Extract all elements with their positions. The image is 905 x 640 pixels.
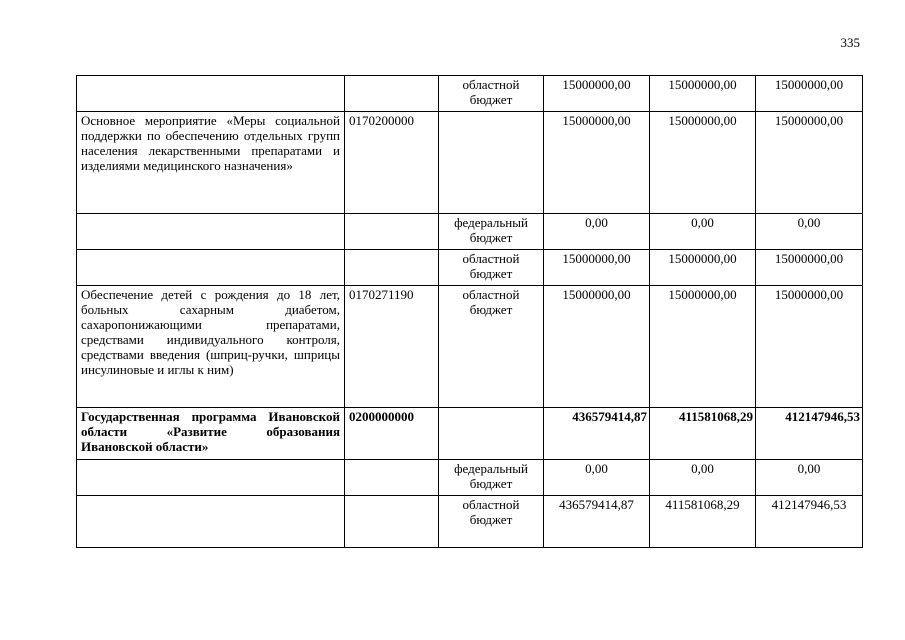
- target-code-cell: [345, 460, 439, 496]
- table-row: [77, 286, 863, 408]
- program-name-cell: [77, 496, 345, 548]
- budget-table: [76, 75, 863, 548]
- target-code-cell: [345, 76, 439, 112]
- year2-amount-cell: 0,00: [650, 214, 756, 250]
- year1-amount-cell: 15000000,00: [544, 112, 650, 214]
- year2-amount-cell: 411581068,29: [650, 496, 756, 548]
- target-code-cell: [345, 250, 439, 286]
- target-code-cell: [345, 214, 439, 250]
- year3-amount-cell: 412147946,53: [756, 496, 863, 548]
- target-code-cell: 0170271190: [345, 286, 439, 408]
- funding-source-cell: областной бюджет: [439, 496, 544, 548]
- table-row: [77, 214, 863, 250]
- year1-amount-cell: 0,00: [544, 214, 650, 250]
- table-row: [77, 76, 863, 112]
- year3-amount-cell: 15000000,00: [756, 112, 863, 214]
- program-name-cell: [77, 76, 345, 112]
- year2-amount-cell: 15000000,00: [650, 286, 756, 408]
- table-row: [77, 496, 863, 548]
- funding-source-cell: областной бюджет: [439, 286, 544, 408]
- target-code-cell: 0200000000: [345, 408, 439, 460]
- year1-amount-cell: 436579414,87: [544, 496, 650, 548]
- target-code-cell: [345, 496, 439, 548]
- year1-amount-cell: 15000000,00: [544, 286, 650, 408]
- year2-amount-cell: 0,00: [650, 460, 756, 496]
- funding-source-cell: федеральный бюджет: [439, 460, 544, 496]
- funding-source-cell: областной бюджет: [439, 250, 544, 286]
- year2-amount-cell: 15000000,00: [650, 250, 756, 286]
- year3-amount-cell: 15000000,00: [756, 76, 863, 112]
- year3-amount-cell: 0,00: [756, 460, 863, 496]
- program-name-cell: Государственная программа Ивановской области «Развитие образования Ивановской области»: [77, 408, 345, 460]
- year2-amount-cell: 411581068,29: [650, 408, 756, 460]
- table-row: [77, 250, 863, 286]
- year1-amount-cell: 15000000,00: [544, 76, 650, 112]
- program-name-cell: [77, 214, 345, 250]
- year3-amount-cell: 15000000,00: [756, 286, 863, 408]
- year3-amount-cell: 15000000,00: [756, 250, 863, 286]
- page-number: 335: [840, 35, 860, 50]
- funding-source-cell: [439, 408, 544, 460]
- funding-source-cell: [439, 112, 544, 214]
- program-name-cell: Обеспечение детей с рождения до 18 лет, больных сахарным диабетом, сахаропонижающими препаратами, средствами индивидуального контроля, средствами введения (шприц-ручки, шприцы инсулиновые и иглы к ним): [77, 286, 345, 408]
- program-name-cell: Основное мероприятие «Меры социальной поддержки по обеспечению отдельных групп населения лекарственными препаратами и изделиями медицинского назначения»: [77, 112, 345, 214]
- year2-amount-cell: 15000000,00: [650, 76, 756, 112]
- program-name-cell: [77, 460, 345, 496]
- target-code-cell: 0170200000: [345, 112, 439, 214]
- year1-amount-cell: 0,00: [544, 460, 650, 496]
- year3-amount-cell: 412147946,53: [756, 408, 863, 460]
- year1-amount-cell: 436579414,87: [544, 408, 650, 460]
- year3-amount-cell: 0,00: [756, 214, 863, 250]
- table-row: [77, 460, 863, 496]
- funding-source-cell: федеральный бюджет: [439, 214, 544, 250]
- table-row: [77, 112, 863, 214]
- table-row: [77, 408, 863, 460]
- funding-source-cell: областной бюджет: [439, 76, 544, 112]
- program-name-cell: [77, 250, 345, 286]
- year2-amount-cell: 15000000,00: [650, 112, 756, 214]
- year1-amount-cell: 15000000,00: [544, 250, 650, 286]
